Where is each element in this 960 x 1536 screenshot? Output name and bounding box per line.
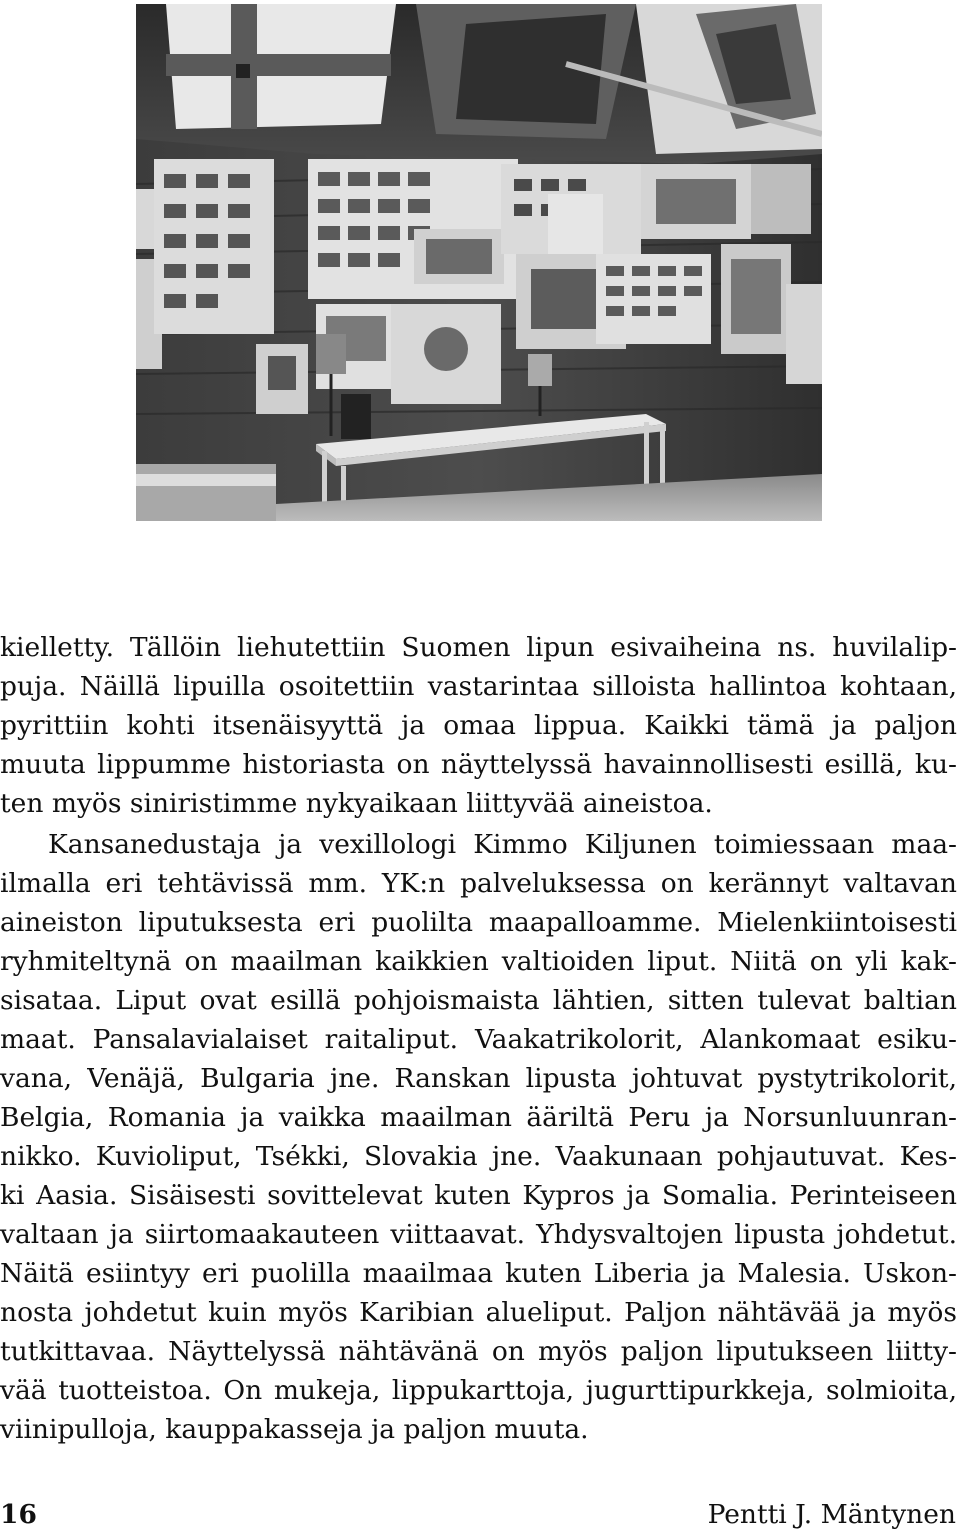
text-line: ilmalla eri tehtävissä mm. YK:n palveluksessa on kerännyt valtavan bbox=[0, 868, 957, 899]
text-line: tutkittavaa. Näyttelyssä nähtävänä on myös paljon liputukseen liitty- bbox=[0, 1336, 957, 1367]
page-footer bbox=[0, 1497, 956, 1533]
page-number: 16 bbox=[0, 1499, 37, 1530]
paragraph bbox=[0, 628, 957, 823]
paragraph bbox=[0, 825, 957, 1449]
text-line: aineiston liputuksesta eri puolilta maapalloamme. Mielenkiintoisesti bbox=[0, 907, 957, 938]
text-line: nikko. Kuvioliput, Tsékki, Slovakia jne. Vaakunaan pohjautuvat. Kes- bbox=[0, 1141, 957, 1172]
author-name: Pentti J. Mäntynen bbox=[707, 1499, 956, 1530]
exhibition-photo-illustration bbox=[136, 4, 822, 521]
text-line: Kansanedustaja ja vexillologi Kimmo Kiljunen toimiessaan maa- bbox=[48, 829, 957, 860]
text-line: Näitä esiintyy eri puolilla maailmaa kuten Liberia ja Malesia. Uskon- bbox=[0, 1258, 957, 1289]
text-line: viinipulloja, kauppakasseja ja paljon muuta. bbox=[0, 1414, 589, 1445]
text-line: muuta lippumme historiasta on näyttelyssä havainnollisesti esillä, ku- bbox=[0, 749, 957, 780]
text-line: pyrittiin kohti itsenäisyyttä ja omaa lippua. Kaikki tämä ja paljon bbox=[0, 710, 957, 741]
text-line: maat. Pansalavialaiset raitaliput. Vaakatrikolorit, Alankomaat esiku- bbox=[0, 1024, 957, 1055]
text-line: ryhmiteltynä on maailman kaikkien valtioiden liput. Niitä on yli kak- bbox=[0, 946, 957, 977]
exhibition-photo bbox=[136, 4, 822, 521]
text-line: vää tuotteistoa. On mukeja, lippukarttoja, jugurttipurkkeja, solmioita, bbox=[0, 1375, 957, 1406]
text-line: kielletty. Tällöin liehutettiin Suomen lipun esivaiheina ns. huvilalip- bbox=[0, 632, 957, 663]
text-line: ki Aasia. Sisäisesti sovittelevat kuten Kypros ja Somalia. Perinteiseen bbox=[0, 1180, 957, 1211]
article-body bbox=[0, 628, 957, 1449]
text-line: nosta johdetut kuin myös Karibian alueliput. Paljon nähtävää ja myös bbox=[0, 1297, 957, 1328]
text-line: valtaan ja siirtomaakauteen viittaavat. Yhdysvaltojen lipusta johdetut. bbox=[0, 1219, 957, 1250]
text-line: vana, Venäjä, Bulgaria jne. Ranskan lipusta johtuvat pystytrikolorit, bbox=[0, 1063, 957, 1094]
text-line: sisataa. Liput ovat esillä pohjoismaista lähtien, sitten tulevat baltian bbox=[0, 985, 957, 1016]
text-line: puja. Näillä lipuilla osoitettiin vastarintaa silloista hallintoa kohtaan, bbox=[0, 671, 957, 702]
text-line: ten myös siniristimme nykyaikaan liittyvää aineistoa. bbox=[0, 788, 713, 819]
text-line: Belgia, Romania ja vaikka maailman ääriltä Peru ja Norsunluunran- bbox=[0, 1102, 957, 1133]
